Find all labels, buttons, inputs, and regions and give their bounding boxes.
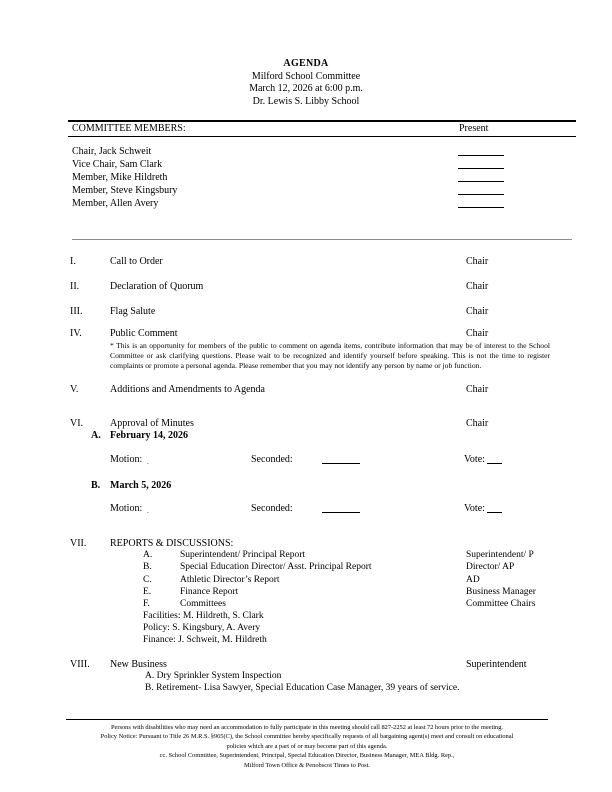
minutes-date: February 14, 2026 xyxy=(110,430,189,441)
footer-policy-notice-cont: policies which are a part of or may become part of this agenda. xyxy=(226,742,388,750)
vote-blank-line xyxy=(487,463,502,464)
item-assignee: Chair xyxy=(466,328,489,339)
members-table-header xyxy=(68,120,576,137)
members-header-label: COMMITTEE MEMBERS: xyxy=(72,123,186,134)
report-row xyxy=(0,575,612,587)
section-divider-line xyxy=(72,239,572,240)
item-title: Flag Salute xyxy=(110,306,156,317)
footer-policy-notice: Policy Notice: Pursuant to Title 26 M.R.S. §965(C), the School committee hereby specifically requests of all bargaining agent(s) meet and consult on educational xyxy=(100,733,514,741)
member-name: Member, Steve Kingsbury xyxy=(72,185,178,196)
public-comment-note: * This is an opportunity for members of the public to comment on agenda items, contribute information that may be of interest to the School Committee or ask clarifying questions. Please wait to be recognized and identify yourself before speaking. This is not the time to register complaints or promote a personal agenda. Please remember that you may not identify any person by name or job function. xyxy=(110,341,550,370)
agenda-item-reports-discussions xyxy=(0,538,612,550)
item-title: Additions and Amendments to Agenda xyxy=(110,384,265,395)
member-row xyxy=(68,146,576,159)
member-row xyxy=(68,159,576,172)
document-header xyxy=(0,58,612,108)
motion-row-a xyxy=(0,454,612,466)
member-name: Chair, Jack Schweit xyxy=(72,146,152,157)
item-numeral: I. xyxy=(70,256,76,267)
report-letter: F. xyxy=(143,599,150,609)
report-assignee: Business Manager xyxy=(466,587,536,597)
report-letter: C. xyxy=(143,575,152,585)
agenda-item-declaration-of-quorum xyxy=(0,281,612,293)
agenda-item-new-business xyxy=(0,659,612,671)
item-numeral: II. xyxy=(70,281,80,292)
member-row xyxy=(68,198,576,211)
item-title: New Business xyxy=(110,659,167,670)
motion-label: Motion: xyxy=(110,454,143,465)
item-title: Call to Order xyxy=(110,256,163,267)
present-column-label: Present xyxy=(459,123,489,134)
item-title: REPORTS & DISCUSSIONS: xyxy=(110,538,234,549)
item-title: Public Comment xyxy=(110,328,178,339)
member-name: Vice Chair, Sam Clark xyxy=(72,159,163,170)
committee-policy: Policy: S. Kingsbury, A. Avery xyxy=(143,623,261,633)
report-title: Superintendent/ Principal Report xyxy=(180,550,306,560)
minutes-section-b xyxy=(0,480,612,492)
present-blank-line xyxy=(458,194,504,195)
seconded-blank-line xyxy=(322,463,360,464)
item-numeral: VII. xyxy=(70,538,87,549)
item-assignee: Chair xyxy=(466,281,489,292)
committee-facilities: Facilities: M. Hildreth, S. Clark xyxy=(143,611,264,621)
members-list xyxy=(68,146,576,211)
committee-finance: Finance: J. Schweit, M. Hildreth xyxy=(143,635,267,645)
present-blank-line xyxy=(458,168,504,169)
present-blank-line xyxy=(458,181,504,182)
report-title: Committees xyxy=(180,599,226,609)
item-numeral: III. xyxy=(70,306,83,317)
present-blank-line xyxy=(458,155,504,156)
report-letter: B. xyxy=(143,562,152,572)
report-assignee: AD xyxy=(466,575,480,585)
item-title: Approval of Minutes xyxy=(110,418,194,429)
vote-label: Vote: xyxy=(464,454,485,465)
footer-cc-list-cont: Milford Town Office & Penobscot Times to Post. xyxy=(243,761,371,769)
new-business-item: A. Dry Sprinkler System Inspection xyxy=(145,671,282,681)
report-row xyxy=(0,550,612,562)
item-assignee: Chair xyxy=(466,418,489,429)
member-row xyxy=(68,172,576,185)
document-footer xyxy=(66,719,548,770)
vote-blank-line xyxy=(487,512,502,513)
organization-name: Milford School Committee xyxy=(251,70,361,82)
item-numeral: V. xyxy=(70,384,79,395)
item-assignee: Chair xyxy=(466,384,489,395)
minutes-date: March 5, 2026 xyxy=(110,480,172,491)
seconded-blank-line xyxy=(322,512,360,513)
report-assignee: Director/ AP xyxy=(466,562,515,572)
meeting-location: Dr. Lewis S. Libby School xyxy=(252,95,360,107)
minutes-section-a xyxy=(0,430,612,442)
new-business-item: B. Retirement- Lisa Sawyer, Special Education Case Manager, 39 years of service. xyxy=(145,683,460,693)
report-letter: E. xyxy=(143,587,152,597)
vote-label: Vote: xyxy=(464,503,485,514)
report-row xyxy=(0,599,612,611)
agenda-item-additions-amendments xyxy=(0,384,612,396)
report-row xyxy=(0,587,612,599)
meeting-datetime: March 12, 2026 at 6:00 p.m. xyxy=(249,83,363,94)
footer-cc-list: cc. School Committee, Superintendent, Principal, Special Education Director, Business Manager, MEA Bldg. Rep., xyxy=(159,752,455,760)
item-assignee: Superintendent xyxy=(466,659,527,670)
agenda-item-flag-salute xyxy=(0,306,612,318)
report-assignee: Superintendent/ P xyxy=(466,550,534,560)
member-row xyxy=(68,185,576,198)
seconded-label: Seconded: xyxy=(251,454,293,465)
report-title: Special Education Director/ Asst. Principal Report xyxy=(180,562,372,572)
member-name: Member, Allen Avery xyxy=(72,198,159,209)
report-title: Finance Report xyxy=(180,587,239,597)
member-name: Member, Mike Hildreth xyxy=(72,172,168,183)
item-numeral: IV. xyxy=(70,328,82,339)
report-letter: A. xyxy=(143,550,153,560)
document-title: AGENDA xyxy=(283,58,329,69)
report-assignee: Committee Chairs xyxy=(466,599,536,609)
agenda-item-call-to-order xyxy=(0,256,612,268)
motion-label: Motion: xyxy=(110,503,143,514)
item-title: Declaration of Quorum xyxy=(110,281,204,292)
report-title: Athletic Director’s Report xyxy=(180,575,280,585)
motion-dot: . xyxy=(147,507,149,515)
motion-dot: . xyxy=(147,458,149,466)
motion-row-b xyxy=(0,503,612,515)
item-numeral: VI. xyxy=(70,418,84,429)
report-row xyxy=(0,562,612,574)
item-numeral: VIII. xyxy=(70,659,90,670)
item-assignee: Chair xyxy=(466,306,489,317)
agenda-item-approval-of-minutes xyxy=(0,418,612,430)
agenda-item-public-comment xyxy=(0,328,612,340)
minutes-letter: A. xyxy=(91,430,101,441)
footer-accessibility-notice: Persons with disabilities who may need an accommodation to fully participate in this meeting should call 827-2252 at least 72 hours prior to the meeting. xyxy=(110,724,504,731)
present-blank-line xyxy=(458,207,504,208)
minutes-letter: B. xyxy=(91,480,101,491)
item-assignee: Chair xyxy=(466,256,489,267)
seconded-label: Seconded: xyxy=(251,503,293,514)
